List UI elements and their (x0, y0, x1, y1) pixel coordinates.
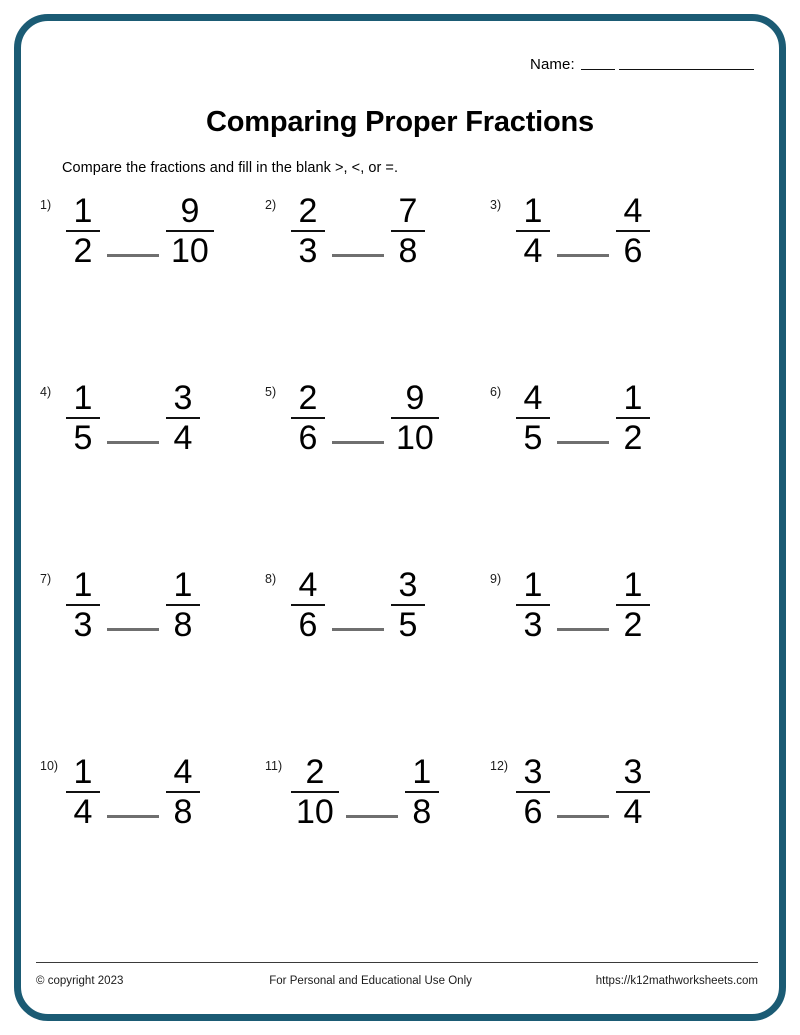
denominator: 5 (398, 606, 418, 644)
fraction-right (616, 568, 650, 642)
problem-number: 10) (40, 759, 59, 773)
problem-12 (490, 755, 714, 942)
denominator: 2 (73, 232, 93, 270)
answer-blank[interactable] (557, 254, 609, 257)
numerator: 3 (523, 753, 543, 791)
fraction-left (516, 568, 550, 642)
problem-row (36, 568, 764, 755)
fraction-right (391, 194, 425, 268)
numerator: 2 (298, 379, 318, 417)
fraction-right (616, 194, 650, 268)
fraction-right (405, 755, 439, 829)
denominator: 8 (412, 793, 432, 831)
numerator: 1 (73, 379, 93, 417)
numerator: 3 (623, 753, 643, 791)
denominator: 3 (523, 606, 543, 644)
numerator: 4 (523, 379, 543, 417)
footer-url[interactable]: https://k12mathworksheets.com (595, 975, 758, 987)
numerator: 2 (305, 753, 325, 791)
name-label: Name: (530, 56, 575, 73)
comparison-expression (66, 755, 200, 829)
worksheet-content (36, 34, 764, 1001)
fraction-left (66, 381, 100, 455)
numerator: 3 (173, 379, 193, 417)
problem-number: 9) (490, 572, 502, 586)
answer-blank[interactable] (557, 441, 609, 444)
denominator: 10 (171, 232, 209, 270)
answer-blank[interactable] (107, 628, 159, 631)
problem-number: 7) (40, 572, 52, 586)
problem-2 (265, 194, 489, 381)
comparison-expression (291, 381, 439, 455)
answer-blank[interactable] (332, 441, 384, 444)
answer-blank[interactable] (557, 628, 609, 631)
problem-11 (265, 755, 489, 942)
numerator: 1 (623, 379, 643, 417)
comparison-expression (66, 568, 200, 642)
footer-divider (36, 962, 758, 963)
fraction-right (166, 381, 200, 455)
fraction-right (166, 568, 200, 642)
numerator: 2 (298, 192, 318, 230)
comparison-expression (516, 194, 650, 268)
answer-blank[interactable] (107, 254, 159, 257)
numerator: 4 (298, 566, 318, 604)
denominator: 6 (298, 419, 318, 457)
denominator: 6 (523, 793, 543, 831)
numerator: 1 (73, 566, 93, 604)
comparison-expression (291, 755, 439, 829)
fraction-right (616, 381, 650, 455)
numerator: 1 (523, 192, 543, 230)
numerator: 1 (173, 566, 193, 604)
fraction-left (516, 755, 550, 829)
comparison-expression (66, 381, 200, 455)
footer-copyright: © copyright 2023 (36, 975, 124, 987)
problem-row (36, 755, 764, 942)
comparison-expression (66, 194, 214, 268)
denominator: 3 (73, 606, 93, 644)
numerator: 7 (398, 192, 418, 230)
denominator: 5 (523, 419, 543, 457)
denominator: 2 (623, 419, 643, 457)
problem-number: 5) (265, 385, 277, 399)
numerator: 1 (73, 192, 93, 230)
numerator: 9 (405, 379, 425, 417)
numerator: 1 (623, 566, 643, 604)
answer-blank[interactable] (346, 815, 398, 818)
fraction-left (516, 194, 550, 268)
comparison-expression (516, 755, 650, 829)
instructions-label: Compare the fractions and fill in the blank >, <, or = (62, 160, 394, 176)
denominator: 10 (296, 793, 334, 831)
problem-row (36, 381, 764, 568)
answer-blank[interactable] (332, 628, 384, 631)
numerator: 4 (623, 192, 643, 230)
denominator: 5 (73, 419, 93, 457)
problem-number: 1) (40, 198, 52, 212)
problem-1 (40, 194, 264, 381)
denominator: 2 (623, 606, 643, 644)
problem-10 (40, 755, 264, 942)
name-blank-short[interactable] (581, 56, 615, 70)
problem-7 (40, 568, 264, 755)
page-footer (36, 975, 758, 987)
fraction-left (516, 381, 550, 455)
problem-grid (36, 194, 764, 942)
numerator: 9 (180, 192, 200, 230)
denominator: 8 (173, 606, 193, 644)
numerator: 4 (173, 753, 193, 791)
numerator: 1 (73, 753, 93, 791)
problem-4 (40, 381, 264, 568)
denominator: 8 (173, 793, 193, 831)
problem-number: 8) (265, 572, 277, 586)
problem-number: 11) (265, 759, 283, 773)
problem-number: 3) (490, 198, 502, 212)
fraction-left (291, 194, 325, 268)
fraction-left (291, 381, 325, 455)
problem-3 (490, 194, 714, 381)
fraction-left (66, 568, 100, 642)
fraction-right (391, 381, 439, 455)
denominator: 4 (623, 793, 643, 831)
denominator: 3 (298, 232, 318, 270)
denominator: 4 (73, 793, 93, 831)
page-title: Comparing Proper Fractions (206, 106, 594, 138)
denominator: 6 (298, 606, 318, 644)
problem-6 (490, 381, 714, 568)
denominator: 10 (396, 419, 434, 457)
comparison-expression (291, 194, 425, 268)
footer-usage-note: For Personal and Educational Use Only (269, 975, 472, 987)
problem-9 (490, 568, 714, 755)
problem-number: 12) (490, 759, 509, 773)
problem-number: 4) (40, 385, 52, 399)
fraction-right (166, 194, 214, 268)
numerator: 3 (398, 566, 418, 604)
fraction-left (291, 568, 325, 642)
fraction-left (291, 755, 339, 829)
problem-8 (265, 568, 489, 755)
fraction-right (166, 755, 200, 829)
name-field-row (530, 56, 756, 73)
denominator: 6 (623, 232, 643, 270)
fraction-left (66, 194, 100, 268)
instructions-text: Compare the fractions and fill in the blank >, <, or =. (62, 160, 399, 176)
denominator: 4 (173, 419, 193, 457)
answer-blank[interactable] (557, 815, 609, 818)
numerator: 1 (412, 753, 432, 791)
answer-blank[interactable] (107, 815, 159, 818)
comparison-expression (291, 568, 425, 642)
problem-row (36, 194, 764, 381)
answer-blank[interactable] (107, 441, 159, 444)
problem-number: 6) (490, 385, 502, 399)
problem-5 (265, 381, 489, 568)
name-blank-long[interactable] (619, 56, 754, 70)
answer-blank[interactable] (332, 254, 384, 257)
denominator: 4 (523, 232, 543, 270)
problem-number: 2) (265, 198, 277, 212)
fraction-right (391, 568, 425, 642)
denominator: 8 (398, 232, 418, 270)
comparison-expression (516, 568, 650, 642)
fraction-right (616, 755, 650, 829)
numerator: 1 (523, 566, 543, 604)
fraction-left (66, 755, 100, 829)
comparison-expression (516, 381, 650, 455)
